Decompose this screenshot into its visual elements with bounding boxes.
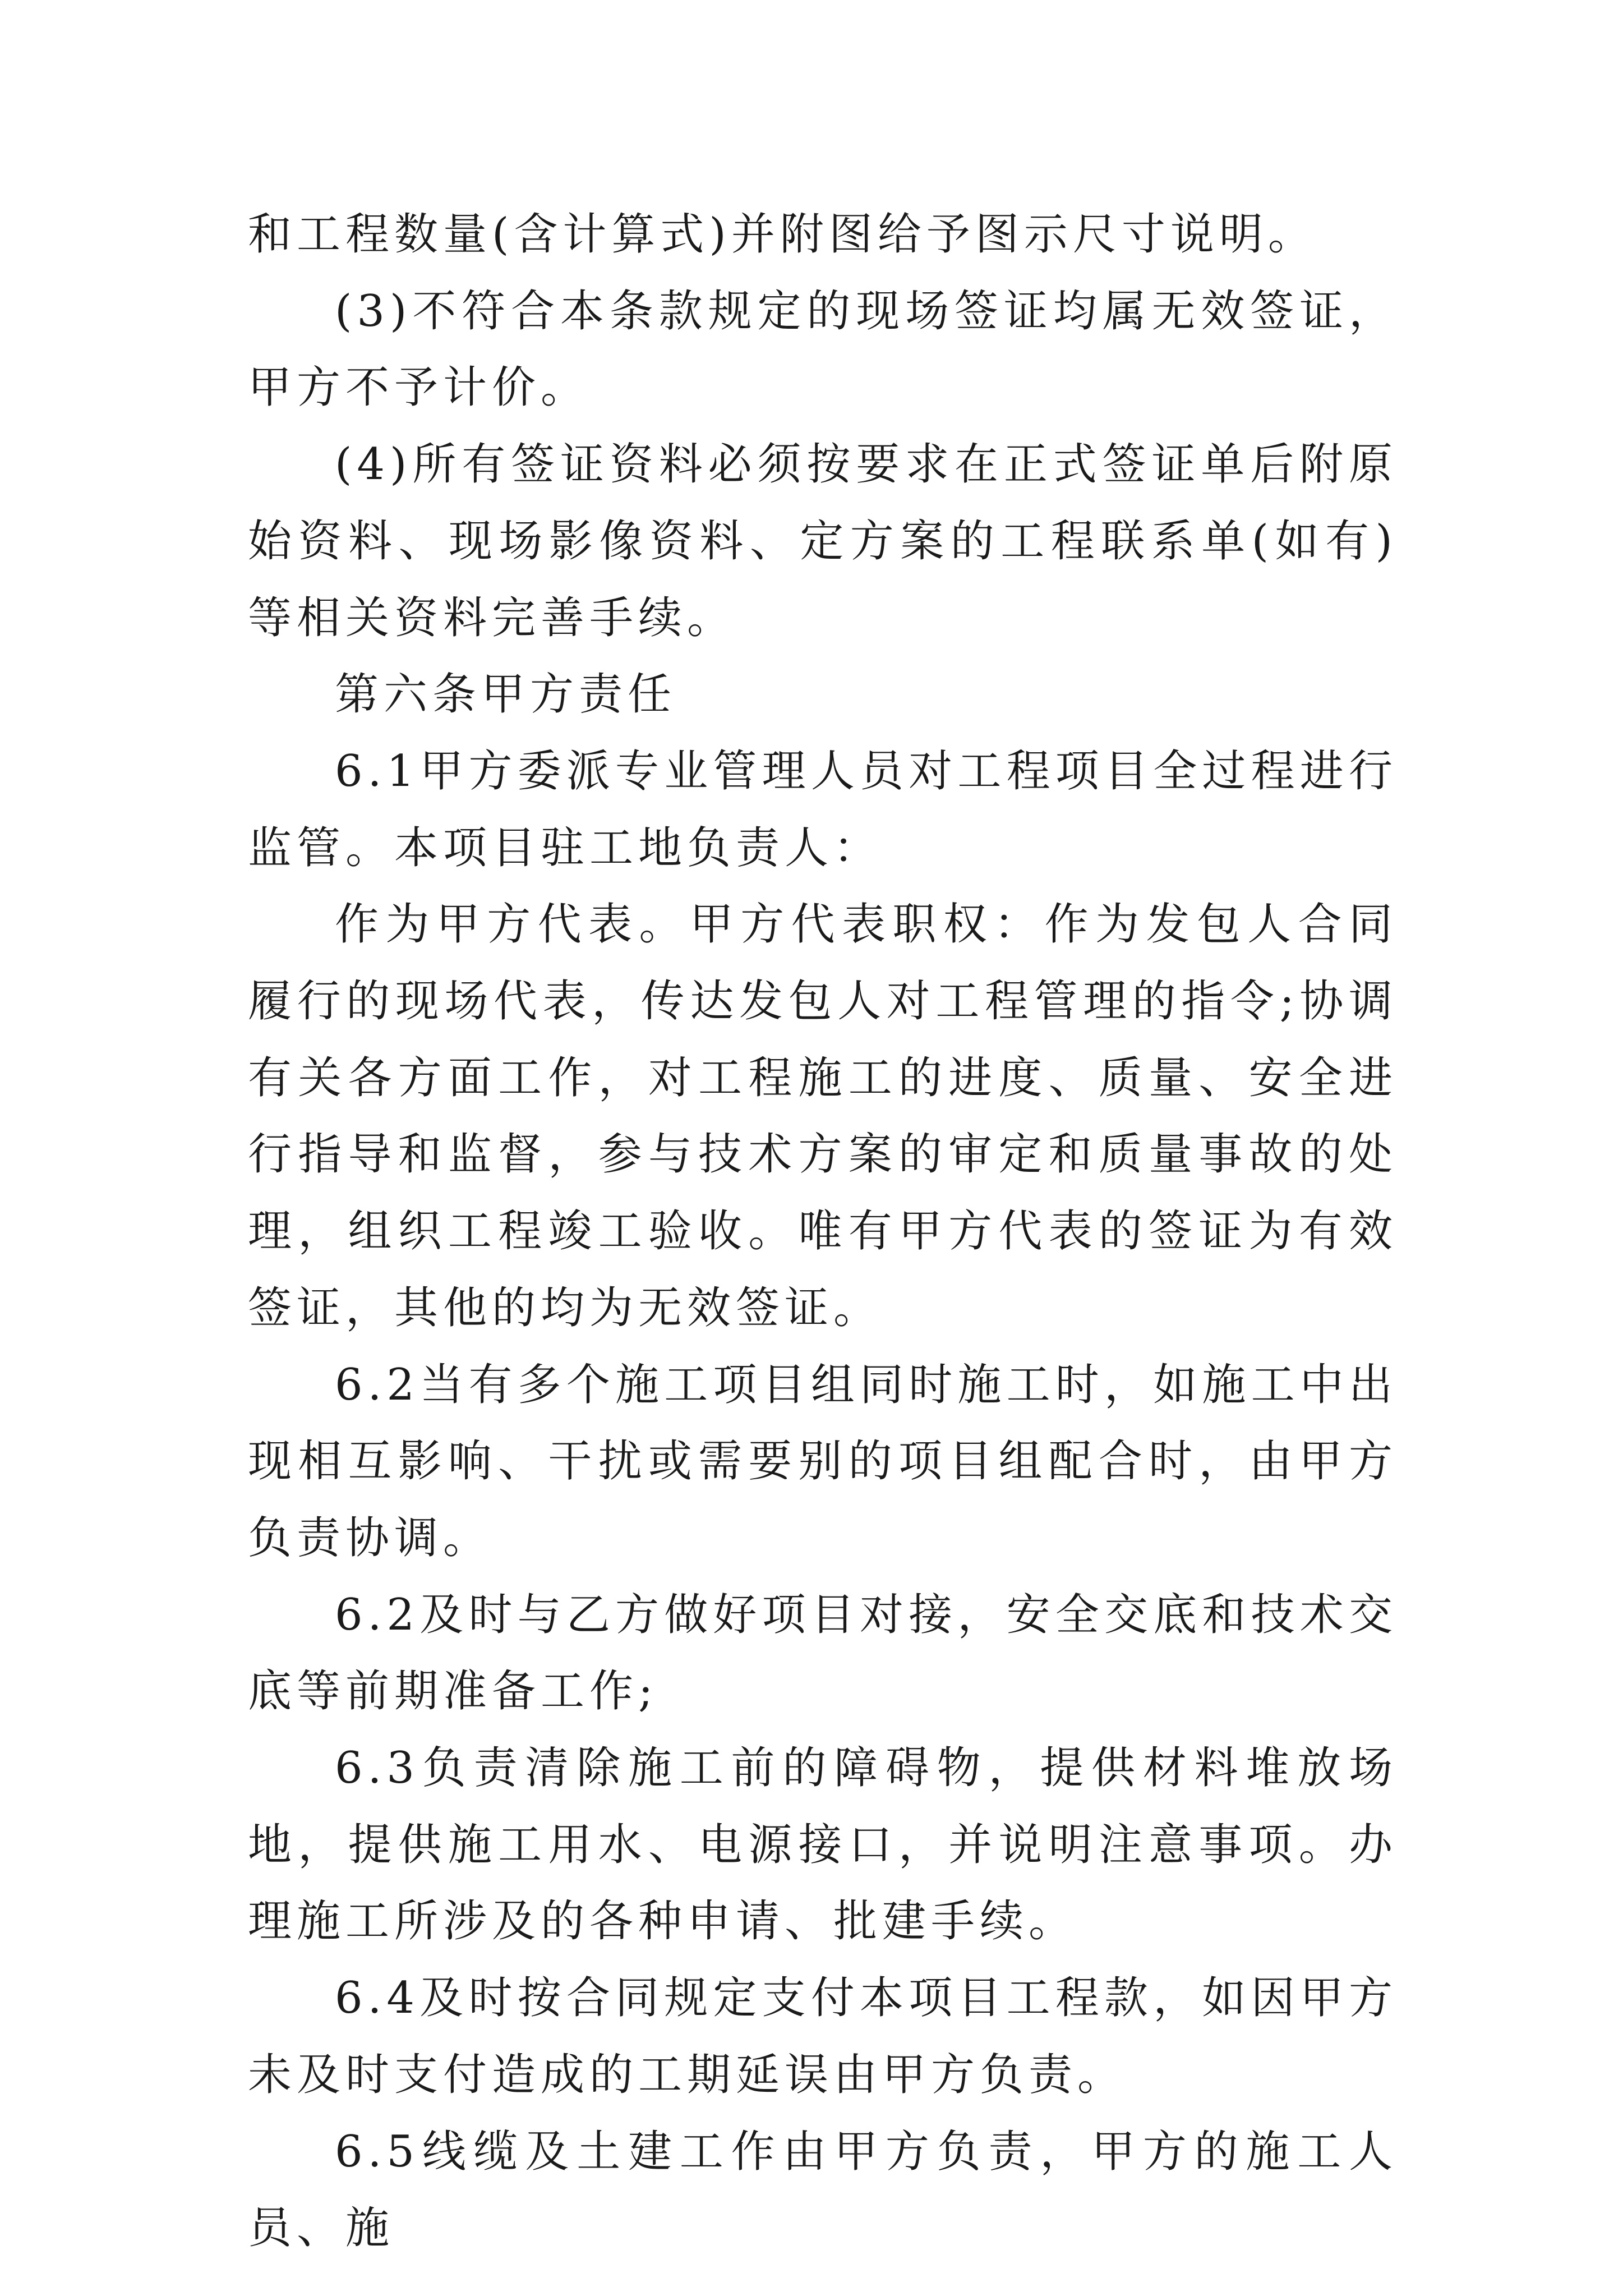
paragraph-continuation: 和工程数量(含计算式)并附图给予图示尺寸说明。 — [248, 209, 1317, 260]
paragraph-representative: 作为甲方代表。甲方代表职权：作为发包人合同履行的现场代表，传达发包人对工程管理的指令;协调有关各方面工作，对工程施工的进度、质量、安全进行指导和监督，参与技术方案的审定和质量事故的处理，组织工程竣工验收。唯有甲方代表的签证为有效签证，其他的均为无效签证。 — [248, 899, 1398, 1333]
paragraph-6-3: 6.3负责清除施工前的障碍物，提供材料堆放场地，提供施工用水、电源接口，并说明注意事项。办理施工所涉及的各种申请、批建手续。 — [248, 1743, 1398, 1947]
paragraph-6-4: 6.4及时按合同规定支付本项目工程款，如因甲方未及时支付造成的工期延误由甲方负责。 — [248, 1973, 1398, 2100]
paragraph-clause-4: (4)所有签证资料必须按要求在正式签证单后附原始资料、现场影像资料、定方案的工程联系单(如有)等相关资料完善手续。 — [248, 439, 1398, 643]
document-body — [248, 196, 1398, 2267]
paragraph-clause-3: (3)不符合本条款规定的现场签证均属无效签证，甲方不予计价。 — [248, 286, 1398, 413]
section-heading-article-6: 第六条甲方责任 — [335, 669, 677, 720]
paragraph-6-2-handover: 6.2及时与乙方做好项目对接，安全交底和技术交底等前期准备工作; — [248, 1589, 1398, 1717]
paragraph-6-2-coordination: 6.2当有多个施工项目组同时施工时，如施工中出现相互影响、干扰或需要别的项目组配合时，由甲方负责协调。 — [248, 1359, 1398, 1563]
paragraph-6-5: 6.5线缆及土建工作由甲方负责，甲方的施工人员、施 — [248, 2126, 1398, 2254]
paragraph-6-1: 6.1甲方委派专业管理人员对工程项目全过程进行监管。本项目驻工地负责人： — [248, 746, 1398, 873]
